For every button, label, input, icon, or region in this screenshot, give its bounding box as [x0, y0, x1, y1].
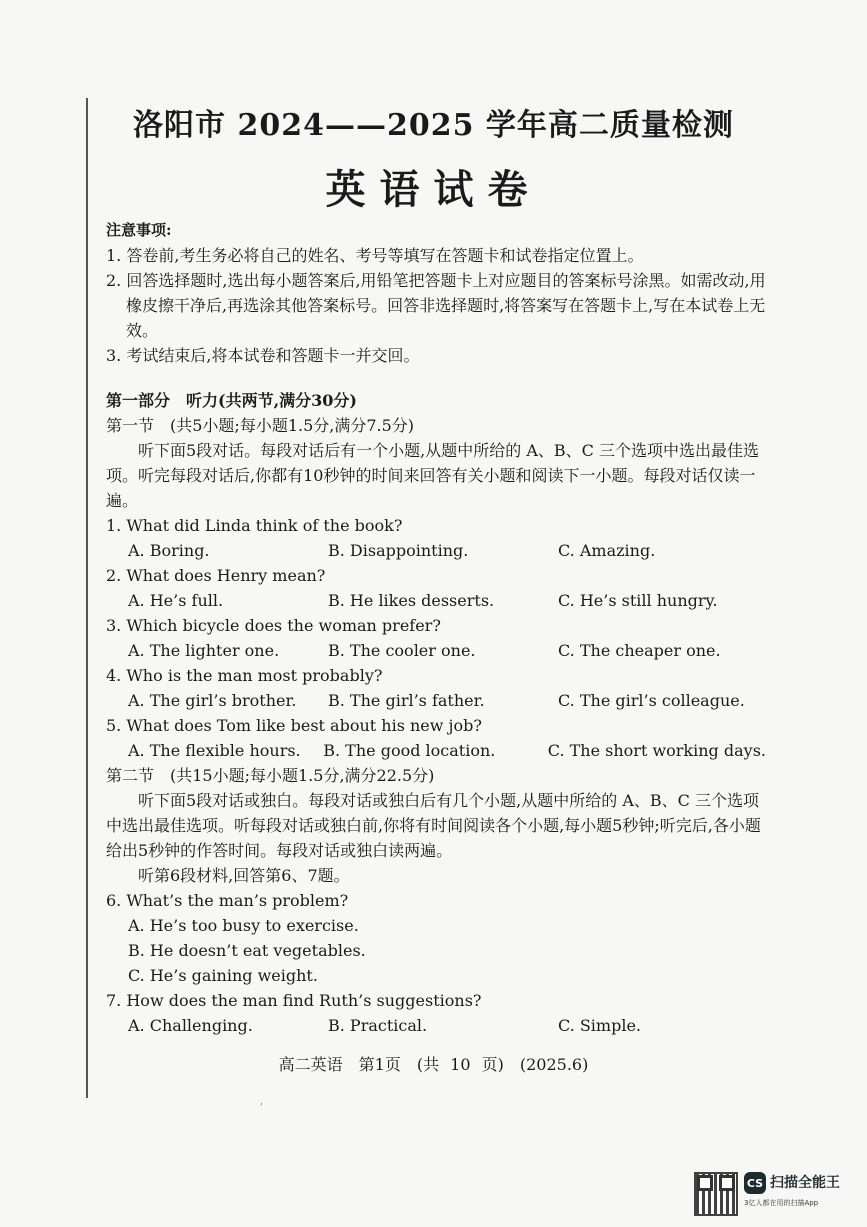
option-c: C. He’s gaining weight.: [128, 966, 318, 985]
option-b: B. The girl’s father.: [328, 691, 485, 710]
scan-speck: ,: [260, 1096, 264, 1107]
option-b: B. The good location.: [323, 741, 496, 760]
option-b: B. Disappointing.: [328, 541, 469, 560]
question-7: [106, 988, 766, 1038]
material-note: 听第6段材料,回答第6、7题。: [138, 866, 350, 885]
margin-line: [86, 98, 88, 1098]
qr-code-icon: [694, 1172, 738, 1216]
question-4: [106, 663, 766, 713]
option-c: C. The short working days.: [547, 741, 766, 760]
option-a: A. Challenging.: [128, 1016, 253, 1035]
option-b: B. Practical.: [328, 1016, 428, 1035]
exam-subtitle: 英语试卷: [325, 166, 542, 213]
question-text: 2. What does Henry mean?: [106, 566, 326, 585]
exam-content: [106, 218, 766, 1038]
option-a: A. Boring.: [128, 541, 210, 560]
question-3: [106, 613, 766, 663]
option-a: A. The flexible hours.: [128, 741, 301, 760]
option-c: C. The cheaper one.: [558, 641, 721, 660]
section1-instructions: 听下面5段对话。每段对话后有一个小题,从题中所给的 A、B、C 三个选项中选出最佳选项。听完每段对话后,你都有10秒钟的时间来回答有关小题和阅读下一小题。每段对话仅读一遍。: [106, 441, 759, 510]
camscanner-logo-icon: CS: [744, 1172, 766, 1194]
question-text: 1. What did Linda think of the book?: [106, 516, 403, 535]
section2-instructions: 听下面5段对话或独白。每段对话或独白后有几个小题,从题中所给的 A、B、C 三个选项中选出最佳选项。听每段对话或独白前,你将有时间阅读各个小题,每小题5秒钟;听完后,各小题给出5秒钟的作答时间。每段对话或独白读两遍。: [106, 791, 761, 860]
option-c: C. He’s still hungry.: [558, 591, 718, 610]
note-item: 2. 回答选择题时,选出每小题答案后,用铅笔把答题卡上对应题目的答案标号涂黑。如需改动,用橡皮擦干净后,再选涂其他答案标号。回答非选择题时,将答案写在答题卡上,写在本试卷上无效。: [106, 271, 766, 340]
option-b: B. He likes desserts.: [328, 591, 495, 610]
exam-title: 洛阳市 2024——2025 学年高二质量检测: [133, 108, 734, 143]
option-a: A. He’s too busy to exercise.: [128, 916, 359, 935]
question-text: 5. What does Tom like best about his new job?: [106, 716, 482, 735]
option-c: C. Simple.: [558, 1016, 642, 1035]
option-a: A. The girl’s brother.: [128, 691, 297, 710]
question-text: 7. How does the man find Ruth’s suggestions?: [106, 991, 482, 1010]
question-1: [106, 513, 766, 563]
option-a: A. He’s full.: [128, 591, 224, 610]
notes-heading: 注意事项:: [106, 221, 172, 239]
option-c: C. Amazing.: [558, 541, 656, 560]
part1-heading: 第一部分 听力(共两节,满分30分): [106, 391, 357, 410]
question-6: [106, 888, 766, 988]
question-text: 3. Which bicycle does the woman prefer?: [106, 616, 441, 635]
question-5: [106, 713, 766, 763]
section1-heading: 第一节 (共5小题;每小题1.5分,满分7.5分): [106, 416, 415, 435]
note-item: 3. 考试结束后,将本试卷和答题卡一并交回。: [106, 346, 420, 365]
section2-heading: 第二节 (共15小题;每小题1.5分,满分22.5分): [106, 766, 435, 785]
option-b: B. The cooler one.: [328, 641, 476, 660]
option-a: A. The lighter one.: [128, 641, 280, 660]
question-2: [106, 563, 766, 613]
option-b: B. He doesn’t eat vegetables.: [128, 941, 366, 960]
option-c: C. The girl’s colleague.: [558, 691, 745, 710]
question-text: 4. Who is the man most probably?: [106, 666, 383, 685]
note-item: 1. 答卷前,考生务必将自己的姓名、考号等填写在答题卡和试卷指定位置上。: [106, 246, 644, 265]
page-footer: 高二英语 第1页 (共 10 页) (2025.6): [278, 1055, 589, 1074]
scanner-app-name: 扫描全能王: [770, 1175, 840, 1191]
scanner-tagline: 3亿人都在用的扫描App: [744, 1199, 819, 1207]
question-text: 6. What’s the man’s problem?: [106, 891, 349, 910]
